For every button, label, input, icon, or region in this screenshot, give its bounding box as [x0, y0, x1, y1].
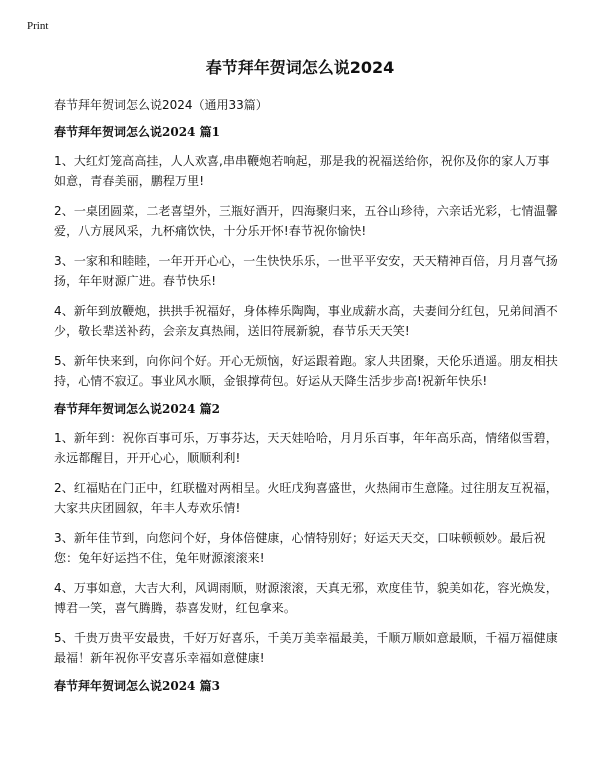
- paragraph: 5、新年快来到，向你问个好。开心无烦恼，好运跟着跑。家人共团聚，天伦乐逍遥。朋友相扶持，心情不寂辽。事业风水顺，金银撑荷包。好运从天降生活步步高!祝新年快乐!: [54, 354, 558, 388]
- section-heading: 春节拜年贺词怎么说2024 篇3: [54, 679, 220, 693]
- paragraph: 4、万事如意，大吉大利，风调雨顺，财源滚滚，天真无邪，欢度佳节，貌美如花，容光焕发，博君一笑，喜气腾腾，恭喜发财，红包拿来。: [54, 581, 558, 615]
- paragraph: 3、新年佳节到，向您问个好，身体倍健康，心情特别好；好运天天交，口味顿顿妙。最后祝您：兔年好运挡不住，兔年财源滚滚来!: [54, 531, 546, 565]
- paragraph: 3、一家和和睦睦，一年开开心心，一生快快乐乐，一世平平安安，天天精神百倍，月月喜气扬扬，年年财源广进。春节快乐!: [54, 254, 558, 288]
- section-2: [54, 401, 559, 668]
- paragraph: 2、一桌团圆菜，二老喜望外，三瓶好酒开，四海聚归来，五谷山珍待，六亲话光彩，七情温馨爱，八方展风采，九杯痛饮快，十分乐开怀!春节祝你愉快!: [54, 204, 558, 238]
- print-link[interactable]: Print: [27, 20, 49, 32]
- paragraph: 4、新年到放鞭炮，拱拱手祝福好，身体棒乐陶陶，事业成薪水高，夫妻间分红包，兄弟间酒不少，敬长辈送补药，会亲友真热闹，送旧符展新貌，春节乐天天笑!: [54, 304, 558, 338]
- section-1: [54, 124, 559, 391]
- page-title: 春节拜年贺词怎么说2024: [205, 58, 395, 77]
- section-heading: 春节拜年贺词怎么说2024 篇2: [54, 402, 220, 416]
- paragraph: 1、大红灯笼高高挂，人人欢喜,串串鞭炮若响起，那是我的祝福送给你，祝你及你的家人万事如意，青春美丽，鹏程万里!: [54, 154, 550, 188]
- paragraph: 1、新年到：祝你百事可乐，万事芬达，天天娃哈哈，月月乐百事，年年高乐高，情绪似雪碧，永远都醒目，开开心心，顺顺利利!: [54, 431, 558, 465]
- section-3: [54, 678, 559, 694]
- article-body: [54, 124, 559, 705]
- page-subtitle: 春节拜年贺词怎么说2024（通用33篇）: [54, 98, 268, 112]
- section-heading: 春节拜年贺词怎么说2024 篇1: [54, 125, 220, 139]
- paragraph: 5、千贵万贵平安最贵，千好万好喜乐，千美万美幸福最美，千顺万顺如意最顺，千福万福健康最福！新年祝你平安喜乐幸福如意健康!: [54, 631, 558, 665]
- paragraph: 2、红福贴在门正中，红联楹对两相呈。火旺戊狗喜盛世，火热闹市生意隆。过往朋友互祝福，大家共庆团圆叙，年丰人寿欢乐情!: [54, 481, 558, 515]
